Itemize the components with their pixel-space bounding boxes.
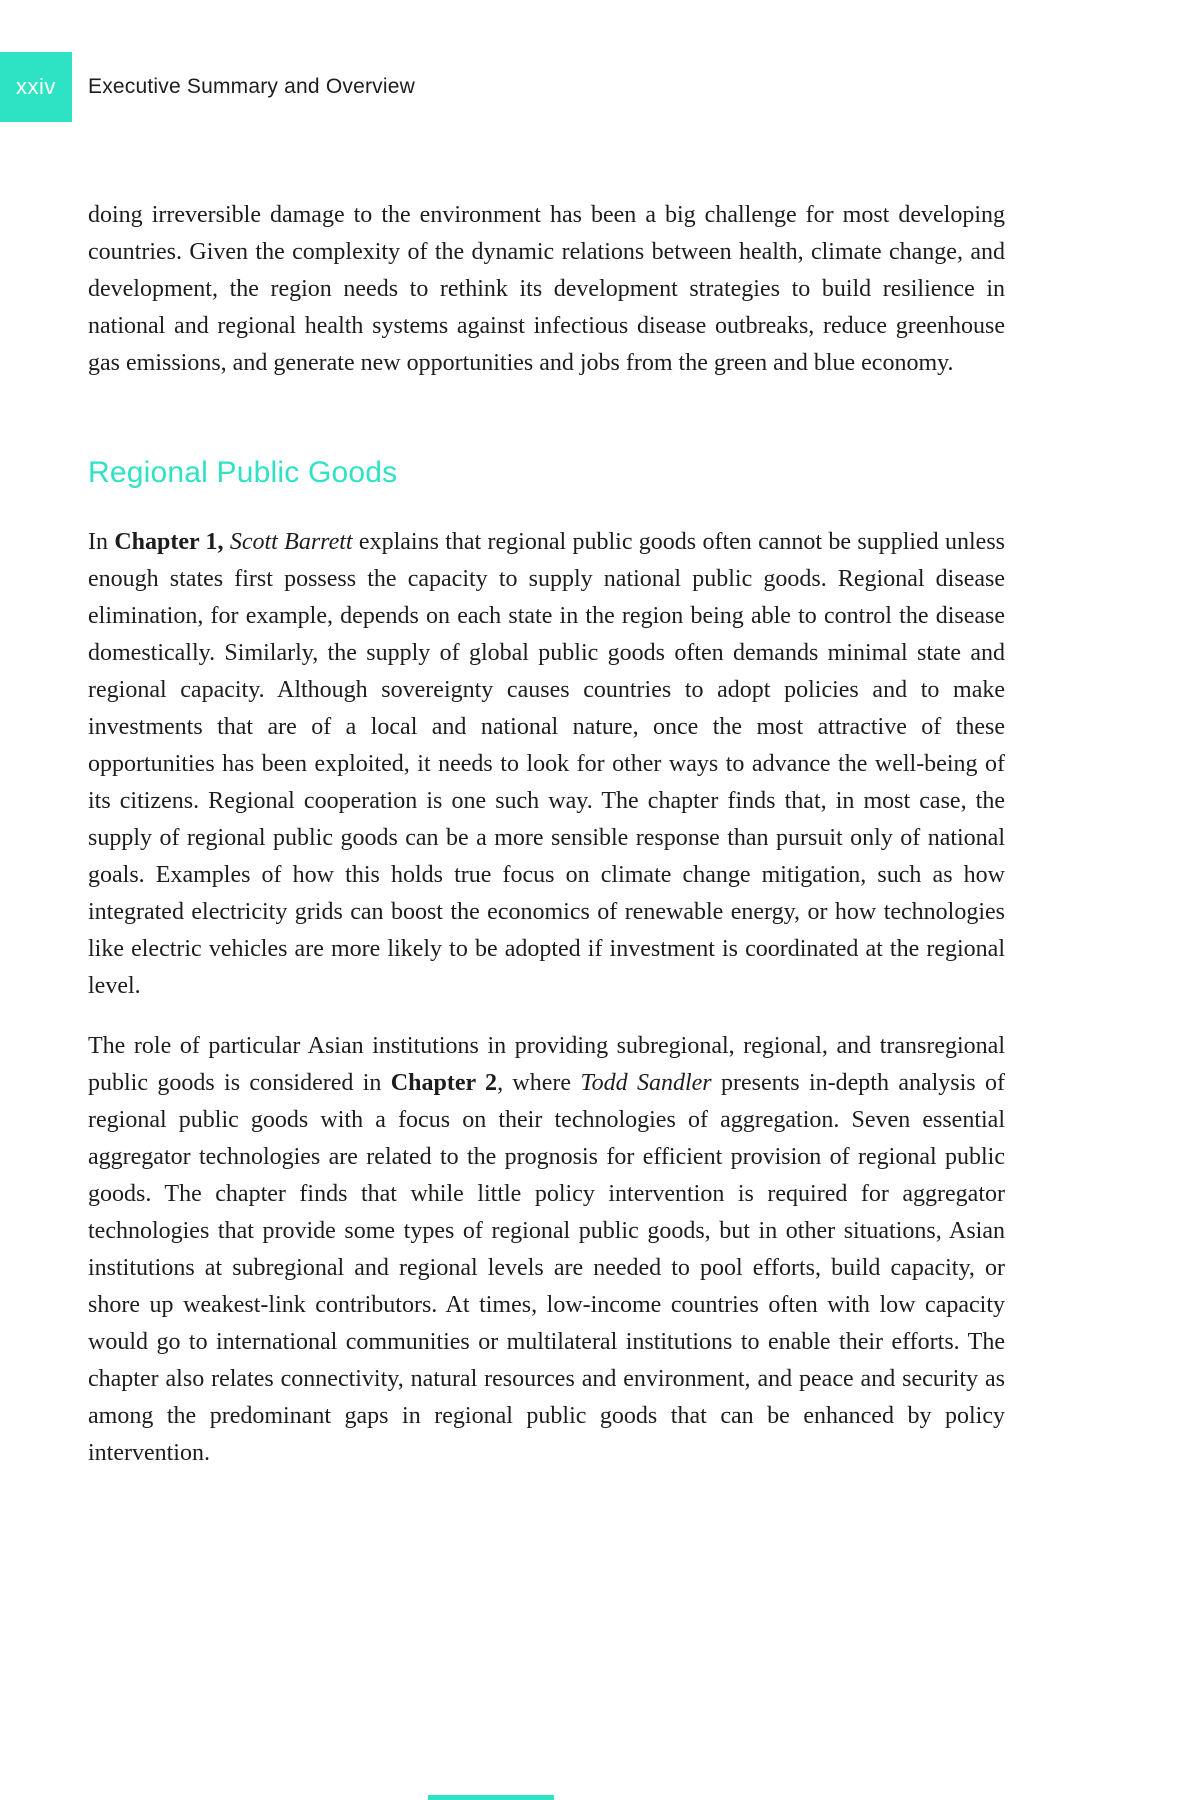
text-run-normal: The role of particular Asian institutions in providing subregional, regional, and transregional public goods is considered in	[88, 1033, 1005, 1096]
text-run-bold: Chapter 1,	[114, 529, 224, 555]
text-run-normal: presents in-depth analysis of regional public goods with a focus on their technologies of aggregation. Seven essential aggregator technologies are related to the prognosis for efficient provision of regional public goods. The chapter finds that while little policy intervention is required for aggregator technologies that provide some types of regional public goods, but in other situations, Asian institutions at subregional and regional levels are needed to pool efforts, build capacity, or shore up weakest-link contributors. At times, low-income countries often with low capacity would go to international communities or multilateral institutions to enable their efforts. The chapter also relates connectivity, natural resources and environment, and peace and security as among the predominant gaps in regional public goods that can be enhanced by policy intervention.	[88, 1070, 1006, 1466]
text-run-normal: In	[88, 529, 115, 555]
text-run-normal: , where	[497, 1070, 581, 1096]
page-number-tab	[0, 52, 72, 122]
paragraph-chapter-1	[88, 524, 1005, 1005]
text-run-normal: explains that regional public goods often cannot be supplied unless enough states first possess the capacity to supply national public goods. Regional disease elimination, for example, depends on each state in the region being able to control the disease domestically. Similarly, the supply of global public goods often demands minimal state and regional capacity. Although sovereignty causes countries to adopt policies and to make investments that are of a local and national nature, once the most attractive of these opportunities has been exploited, it needs to look for other ways to advance the well-being of its citizens. Regional cooperation is one such way. The chapter finds that, in most case, the supply of regional public goods can be a more sensible response than pursuit only of national goals. Examples of how this holds true focus on climate change mitigation, such as how integrated electricity grids can boost the economics of renewable energy, or how technologies like electric vehicles are more likely to be adopted if investment is coordinated at the regional level.	[88, 529, 1005, 999]
paragraph-chapter-2	[88, 1028, 1005, 1472]
text-run-bold: Chapter 2	[390, 1070, 498, 1096]
running-header-title: Executive Summary and Overview	[88, 75, 415, 98]
bottom-accent-bar	[428, 1795, 554, 1800]
paragraph-climate-health	[88, 197, 1005, 382]
text-run-italic: Scott Barrett	[229, 529, 353, 555]
text-column	[88, 0, 1005, 1472]
text-run-normal: doing irreversible damage to the environment has been a big challenge for most developing countries. Given the complexity of the dynamic relations between health, climate change, and development, the region needs to rethink its development strategies to build resilience in national and regional health systems against infectious disease outbreaks, reduce greenhouse gas emissions, and generate new opportunities and jobs from the green and blue economy.	[88, 202, 1005, 376]
section-heading-regional-public-goods: Regional Public Goods	[88, 456, 398, 489]
page-number: xxiv	[16, 74, 56, 99]
text-run-italic: Todd Sandler	[580, 1070, 712, 1096]
